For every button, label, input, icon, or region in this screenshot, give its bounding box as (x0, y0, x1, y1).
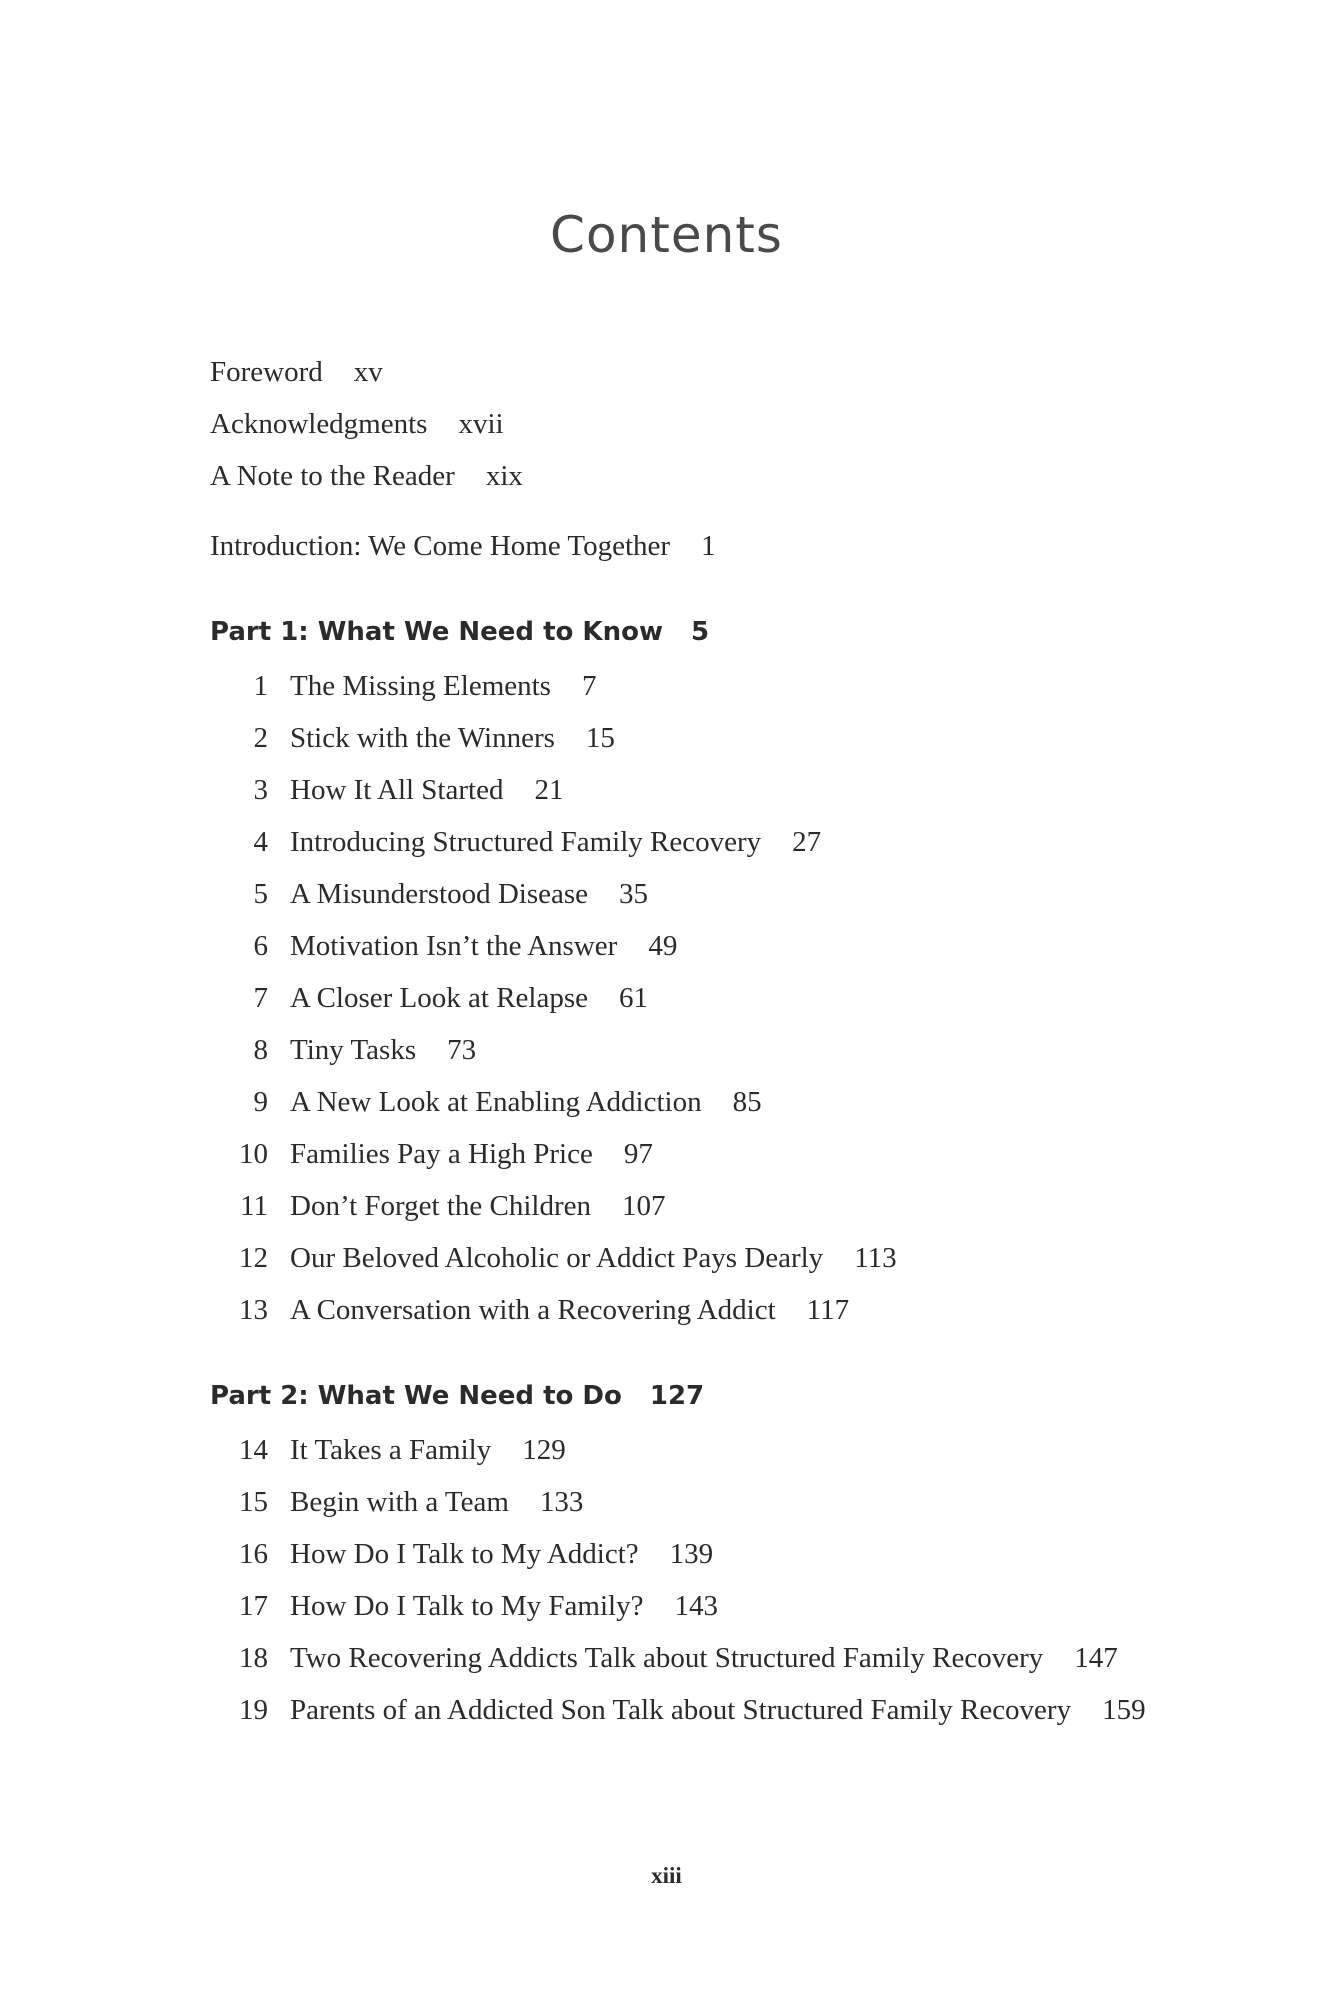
chapter-title: Families Pay a High Price (290, 1138, 593, 1170)
toc-chapter-15[interactable] (210, 1486, 583, 1519)
chapter-title: A Conversation with a Recovering Addict (290, 1294, 776, 1326)
chapter-page-number: 139 (669, 1538, 714, 1570)
chapter-page-number: 21 (534, 774, 564, 806)
chapter-title: Don’t Forget the Children (290, 1190, 591, 1222)
toc-entry-introduction[interactable] (210, 530, 716, 563)
entry-page-number: xv (353, 356, 383, 388)
toc-entry-acknowledgments[interactable] (210, 408, 504, 441)
entry-page-number: xvii (458, 408, 504, 440)
chapter-page-number: 113 (854, 1242, 897, 1274)
chapter-number: 11 (240, 1190, 268, 1222)
part-1-heading[interactable] (210, 617, 709, 647)
toc-chapter-18[interactable] (210, 1642, 1118, 1675)
chapter-number: 16 (239, 1538, 268, 1570)
chapter-title: Two Recovering Addicts Talk about Structured Family Recovery (290, 1642, 1044, 1674)
chapter-page-number: 85 (732, 1086, 762, 1118)
chapter-number: 13 (239, 1294, 268, 1326)
chapter-title: How Do I Talk to My Family? (290, 1590, 644, 1622)
toc-chapter-3[interactable] (210, 774, 563, 807)
chapter-page-number: 61 (619, 982, 649, 1014)
part-title: Part 2: What We Need to Do (210, 1381, 622, 1411)
chapter-page-number: 129 (522, 1434, 566, 1466)
chapter-page-number: 73 (447, 1034, 477, 1066)
chapter-number: 5 (253, 878, 268, 910)
chapter-page-number: 35 (619, 878, 649, 910)
chapter-number: 12 (239, 1242, 268, 1274)
chapter-number: 4 (253, 826, 268, 858)
chapter-page-number: 117 (806, 1294, 850, 1326)
chapter-number: 10 (239, 1138, 268, 1170)
chapter-title: A Closer Look at Relapse (290, 982, 589, 1014)
toc-chapter-2[interactable] (210, 722, 615, 755)
toc-chapter-7[interactable] (210, 982, 648, 1015)
part-page-number: 127 (649, 1381, 705, 1411)
entry-title: Introduction: We Come Home Together (210, 530, 671, 562)
chapter-number: 9 (253, 1086, 268, 1118)
chapter-page-number: 49 (648, 930, 678, 962)
page-title: Contents (550, 206, 783, 264)
toc-chapter-16[interactable] (210, 1538, 713, 1571)
entry-title: A Note to the Reader (210, 460, 455, 492)
chapter-title: A Misunderstood Disease (290, 878, 589, 910)
toc-chapter-8[interactable] (210, 1034, 476, 1067)
toc-chapter-14[interactable] (210, 1434, 566, 1467)
chapter-number: 3 (253, 774, 268, 806)
chapter-title: The Missing Elements (290, 670, 551, 702)
part-title: Part 1: What We Need to Know (210, 617, 663, 647)
entry-title: Foreword (210, 356, 323, 388)
part-2-heading[interactable] (210, 1381, 704, 1411)
entry-page-number: xix (485, 460, 523, 492)
entry-title: Acknowledgments (210, 408, 428, 440)
chapter-title: Our Beloved Alcoholic or Addict Pays Dearly (290, 1242, 824, 1274)
toc-chapter-17[interactable] (210, 1590, 718, 1623)
chapter-page-number: 97 (623, 1138, 653, 1170)
chapter-page-number: 133 (539, 1486, 584, 1518)
chapter-number: 6 (253, 930, 268, 962)
chapter-title: Parents of an Addicted Son Talk about Structured Family Recovery (290, 1694, 1072, 1726)
chapter-number: 17 (239, 1590, 268, 1622)
chapter-title: How It All Started (290, 774, 504, 806)
chapter-title: Motivation Isn’t the Answer (290, 930, 618, 962)
toc-chapter-4[interactable] (210, 826, 821, 859)
toc-chapter-13[interactable] (210, 1294, 849, 1327)
chapter-number: 2 (253, 722, 268, 754)
chapter-number: 19 (239, 1694, 268, 1726)
chapter-page-number: 107 (622, 1190, 666, 1222)
chapter-number: 15 (239, 1486, 268, 1518)
toc-entry-note-to-reader[interactable] (210, 460, 523, 493)
chapter-title: It Takes a Family (290, 1434, 492, 1466)
toc-chapter-19[interactable] (210, 1694, 1146, 1727)
chapter-title: Stick with the Winners (290, 722, 555, 754)
toc-chapter-5[interactable] (210, 878, 648, 911)
toc-chapter-1[interactable] (210, 670, 596, 703)
toc-chapter-6[interactable] (210, 930, 677, 963)
chapter-title: Begin with a Team (290, 1486, 509, 1518)
chapter-page-number: 15 (585, 722, 615, 754)
chapter-number: 7 (253, 982, 268, 1014)
chapter-page-number: 143 (674, 1590, 718, 1622)
chapter-title: How Do I Talk to My Addict? (290, 1538, 639, 1570)
chapter-number: 18 (239, 1642, 268, 1674)
chapter-page-number: 7 (581, 670, 597, 702)
page-folio: xiii (651, 1863, 682, 1888)
toc-chapter-12[interactable] (210, 1242, 897, 1275)
chapter-title: A New Look at Enabling Addiction (290, 1086, 702, 1118)
chapter-page-number: 159 (1102, 1694, 1146, 1726)
toc-chapter-11[interactable] (210, 1190, 666, 1223)
toc-entry-foreword[interactable] (210, 356, 383, 389)
chapter-title: Tiny Tasks (290, 1034, 417, 1066)
toc-chapter-10[interactable] (210, 1138, 653, 1171)
chapter-number: 1 (253, 670, 268, 702)
toc-chapter-9[interactable] (210, 1086, 762, 1119)
chapter-page-number: 147 (1074, 1642, 1118, 1674)
chapter-title: Introducing Structured Family Recovery (290, 826, 762, 858)
chapter-page-number: 27 (792, 826, 822, 858)
entry-page-number: 1 (701, 530, 716, 562)
part-page-number: 5 (690, 617, 710, 647)
chapter-number: 14 (239, 1434, 268, 1466)
chapter-number: 8 (253, 1034, 268, 1066)
